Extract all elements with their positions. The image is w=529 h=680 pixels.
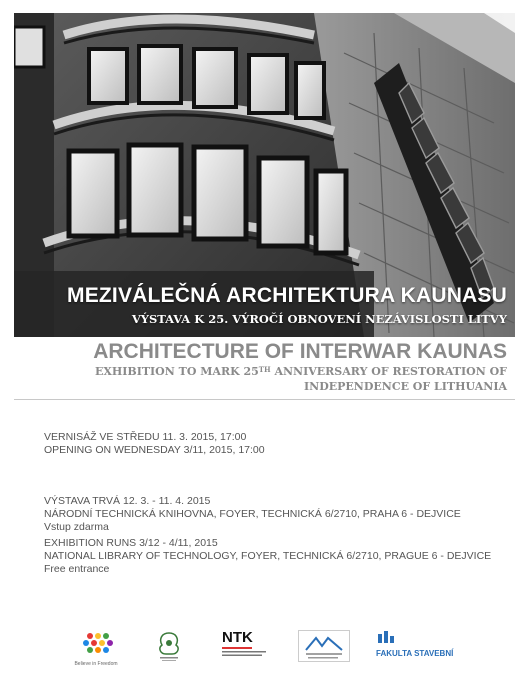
exhibition-dates-czech: VÝSTAVA TRVÁ 12. 3. - 11. 4. 2015 [44, 495, 211, 507]
subtitle-english-line-1: EXHIBITION TO MARK 25TH ANNIVERSARY OF RESTORATION OF [94, 365, 507, 378]
divider [14, 399, 515, 400]
coat-of-arms-icon [154, 630, 184, 662]
exhibition-dates-english: EXHIBITION RUNS 3/12 - 4/11, 2015 [44, 537, 218, 549]
colorful-dots-icon [68, 630, 124, 656]
ordinal-superscript: TH [258, 365, 271, 374]
title-english: ARCHITECTURE OF INTERWAR KAUNAS [93, 340, 507, 363]
exhibition-entry-english: Free entrance [44, 563, 110, 575]
wave-emblem-icon [298, 630, 350, 662]
ntk-logo: NTK [222, 630, 268, 666]
ntk-text-lines-icon [222, 646, 268, 660]
subtitle-english [87, 364, 507, 394]
subtitle-czech: VÝSTAVA K 25. VÝROČÍ OBNOVENÍ NEZÁVISLOSTI LITVY [131, 312, 507, 326]
opening-english: OPENING ON WEDNESDAY 3/11, 2015, 17:00 [44, 444, 265, 456]
subtitle-english-line-2: INDEPENDENCE OF LITHUANIA [304, 380, 507, 393]
exhibition-venue-czech: NÁRODNÍ TECHNICKÁ KNIHOVNA, FOYER, TECHNICKÁ 6/2710, PRAHA 6 - DEJVICE [44, 508, 461, 520]
title-czech: MEZIVÁLEČNÁ ARCHITEKTURA KAUNASU [67, 284, 507, 307]
opening-czech: VERNISÁŽ VE STŘEDU 11. 3. 2015, 17:00 [44, 431, 247, 443]
opening-info [44, 431, 265, 457]
exhibition-entry-czech: Vstup zdarma [44, 521, 109, 533]
exhibition-venue-english: NATIONAL LIBRARY OF TECHNOLOGY, FOYER, TECHNICKÁ 6/2710, PRAGUE 6 - DEJVICE [44, 550, 492, 562]
fakulta-stavebni-logo: FAKULTA STAVEBNÍ [376, 630, 456, 666]
exhibition-info-czech [44, 495, 461, 534]
architecture-faculty-logo [298, 630, 350, 666]
partner-logos [14, 630, 515, 666]
building-icon [376, 630, 396, 644]
believe-in-freedom-logo: Believe in Freedom [68, 630, 124, 666]
exhibition-info-english [44, 537, 491, 576]
embassy-emblem-logo [154, 630, 184, 666]
